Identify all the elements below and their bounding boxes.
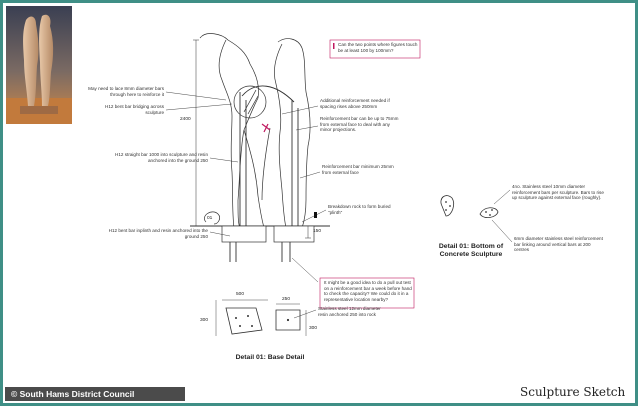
reinforcement-min-25mm-note: Reinforcement bar minimum 25mm from external face [322,164,394,175]
bottom-plan-1 [441,196,454,216]
dimension-depth: 150 [313,229,322,234]
credit-banner: © South Hams District Council [5,387,185,401]
h12-inplinth-note: H12 bent bar inplinth and resin anchored into the ground 250 [108,228,208,239]
dimension-base-height-2: 300 [309,326,318,331]
base-detail-title: Detail 01: Base Detail [235,354,305,361]
question-note: Can the two points where figures touch be at least 100 by 100mm? [338,42,418,53]
bottom-plan-2 [480,208,498,218]
base-plan-1 [226,308,262,334]
h12-bridging-note: H12 bent bar bridging across sculpture [105,104,164,115]
stainless-6mm-note: 6mm diameter stainless steel reinforcement bar linking around vertical bars at 200 centres [514,236,603,253]
dimension-base-width-1: 500 [236,292,245,297]
reinforcement-75mm-note: Reinforcement bar can be up to 75mm from external face to deal with any minor projections. [320,116,399,133]
detail-ref-label: 01 [207,216,213,221]
additional-reinforcement-note: Additional reinforcement needed if spacing rises above 250mm [320,98,390,109]
dimension-height: 2400 [180,117,191,122]
lace-bars-note: May need to lace 8mm diameter bars through here to reinforce it [88,86,164,97]
sketch-title: Sculpture Sketch [520,385,626,399]
dimension-base-width-2: 250 [282,297,291,302]
bottom-detail-title: Detail 01: Bottom of Concrete Sculpture [438,243,504,258]
breakdown-rock-note: Breakdown rock to form buried "plinth" [328,204,391,215]
dimension-base-height-1: 300 [200,318,209,323]
h12-straight-note: H12 straight bar 1000 into sculpture and resin anchored into the ground 250 [115,152,208,163]
stainless-12mm-note: Stainless steel 12mm diameter resin anchored 250 into rock [318,306,381,317]
touch-point-highlight [262,124,270,132]
pull-out-test-note: It might be a good idea to do a pull out test on a reinforcement bar a week before hand to check the capacity? We could do it in a representative location nearby? [324,280,412,302]
left-figure-outline [200,34,259,228]
stainless-10mm-note: 4no. Stainless steel 10mm diameter reinforcement bars per sculpture. Bars to rise up sculpture against external face (roughly). [512,184,604,201]
